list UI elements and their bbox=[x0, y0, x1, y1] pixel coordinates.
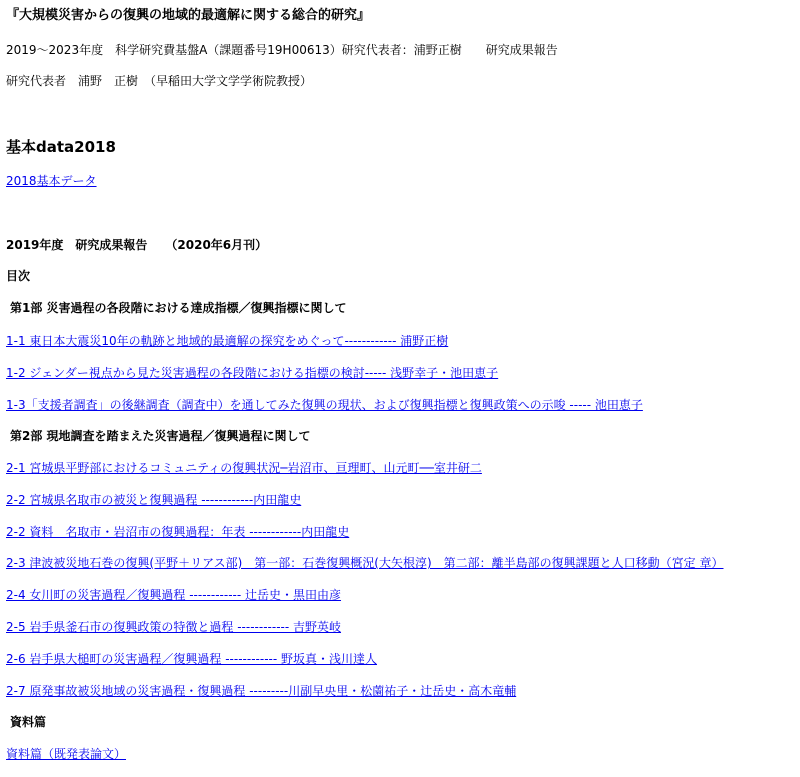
toc-link-2-5[interactable]: 2-5 岩手県釜石市の復興政策の特徴と過程 ------------ 吉野英岐 bbox=[6, 620, 342, 634]
basic-data-2018-link[interactable]: 2018基本データ bbox=[6, 174, 97, 188]
toc-link-2-3[interactable]: 2-3 津波被災地石巻の復興(平野＋リアス部) 第一部：石巻復興概況(大矢根淳) 第二部：離半島部の復興課題と人口移動（宮定 章） bbox=[6, 556, 724, 570]
toc-label: 目次 bbox=[6, 269, 31, 283]
toc-link-1-2[interactable]: 1-2 ジェンダー視点から見た災害過程の各段階における指標の検討----- 浅野幸子・池田恵子 bbox=[6, 366, 499, 380]
toc-link-1-3[interactable]: 1-3「支援者調査」の後継調査（調査中）を通してみた復興の現状、および復興指標と復興政策への示唆 ----- 池田恵子 bbox=[6, 398, 643, 412]
part-1-title: 第1部 災害過程の各段階における達成指標／復興指標に関して bbox=[10, 301, 347, 315]
toc-link-1-1[interactable]: 1-1 東日本大震災10年の軌跡と地域的最適解の探究をめぐって------------ 浦野正樹 bbox=[6, 334, 449, 348]
toc-link-2-4[interactable]: 2-4 女川町の災害過程／復興過程 ------------ 辻岳史・黒田由彦 bbox=[6, 588, 342, 602]
toc-link-2-1[interactable]: 2-1 宮城県平野部におけるコミュニティの復興状況─岩沼市、亘理町、山元町──室井研二 bbox=[6, 461, 482, 475]
grant-info: 2019〜2023年度 科学研究費基盤A（課題番号19H00613）研究代表者：浦野正樹 研究成果報告 bbox=[6, 43, 558, 57]
part-2-title: 第2部 現地調査を踏まえた災害過程／復興過程に関して bbox=[10, 429, 311, 443]
page-title: 『大規模災害からの復興の地域的最適解に関する総合的研究』 bbox=[6, 8, 371, 23]
appendix-link[interactable]: 資料篇（既発表論文） bbox=[6, 747, 127, 761]
appendix-title: 資料篇 bbox=[10, 715, 47, 729]
report-2019-heading: 2019年度 研究成果報告 （2020年6月刊） bbox=[6, 238, 268, 252]
toc-link-2-2-appendix[interactable]: 2-2 資料 名取市・岩沼市の復興過程：年表 ------------内田龍史 bbox=[6, 525, 350, 539]
toc-link-2-2[interactable]: 2-2 宮城県名取市の被災と復興過程 ------------内田龍史 bbox=[6, 493, 302, 507]
toc-link-2-6[interactable]: 2-6 岩手県大槌町の災害過程／復興過程 ------------ 野坂真・浅川達人 bbox=[6, 652, 378, 666]
toc-link-2-7[interactable]: 2-7 原発事故被災地域の災害過程・復興過程 ---------川副早央里・松薗祐子・辻岳史・高木竜輔 bbox=[6, 684, 517, 698]
basic-data-heading: 基本data2018 bbox=[6, 138, 116, 156]
representative-info: 研究代表者 浦野 正樹 （早稲田大学文学学術院教授） bbox=[6, 74, 313, 88]
